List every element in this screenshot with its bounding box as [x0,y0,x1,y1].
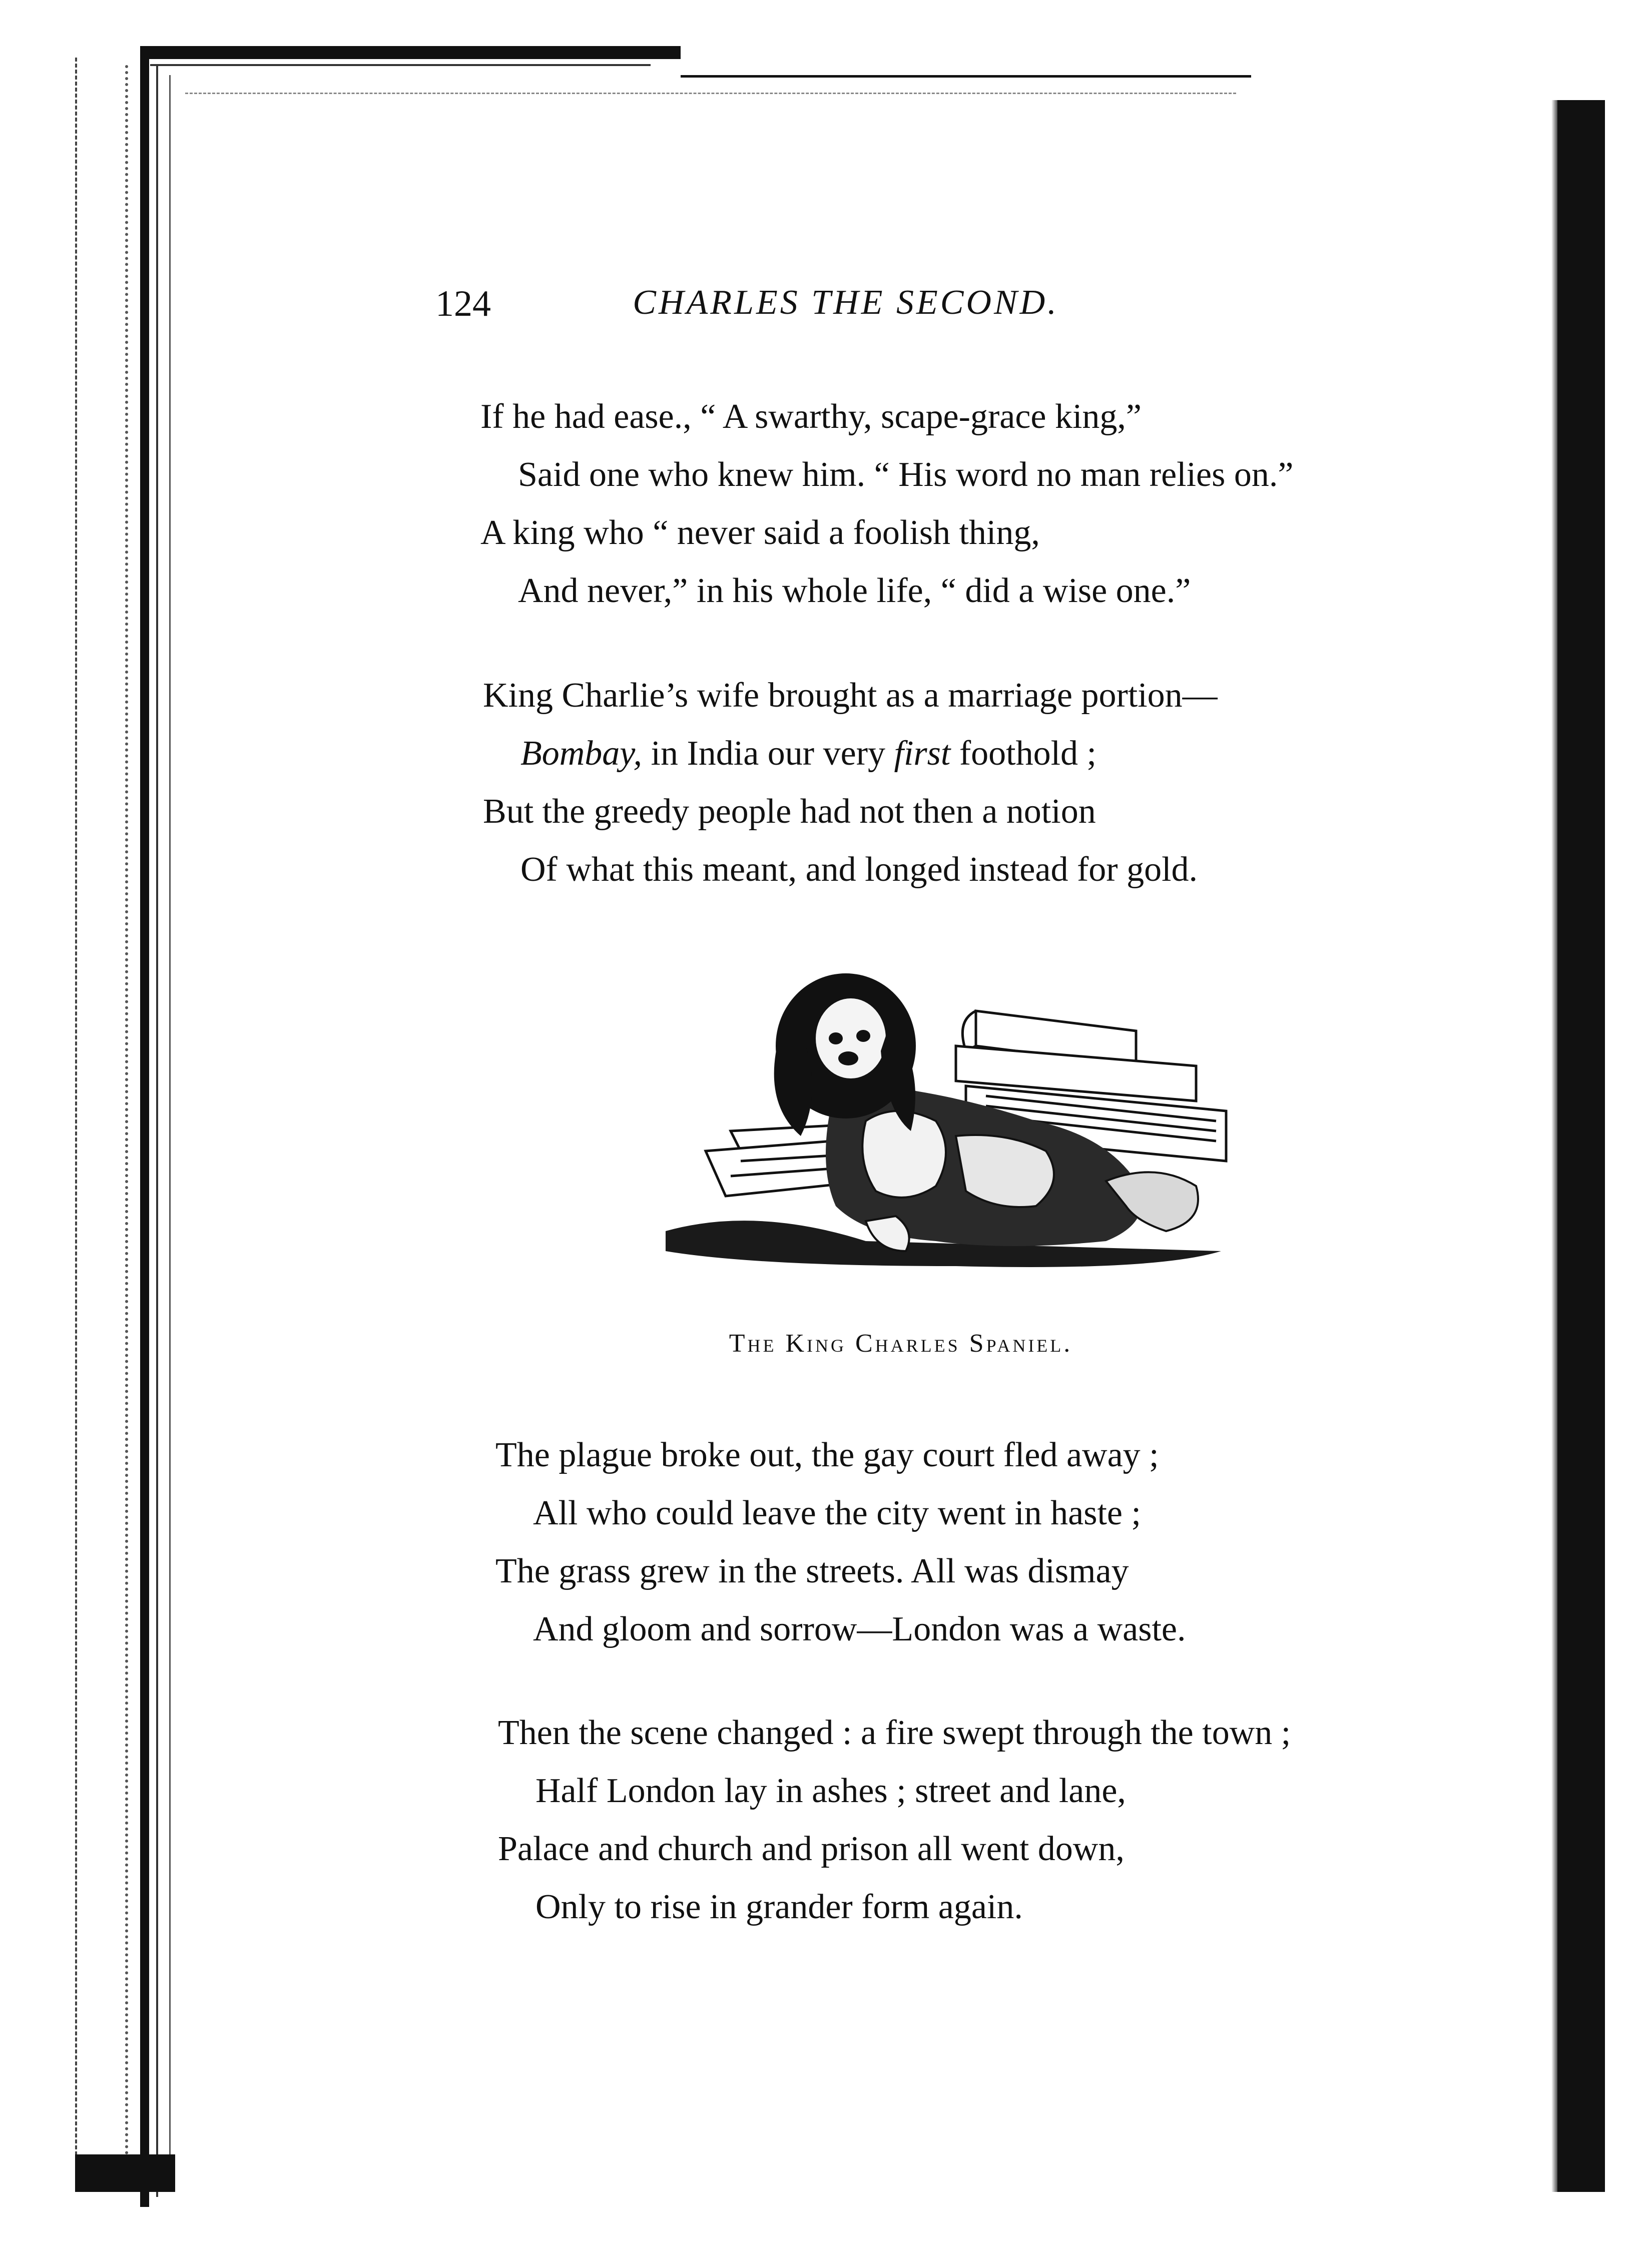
scan-edge-top-binding [140,46,681,59]
verse-line: The grass grew in the streets. All was dismay [495,1552,1129,1590]
verse-line: King Charlie’s wife brought as a marriage portion— [483,676,1218,715]
page-number: 124 [435,283,491,324]
scan-edge-left-line [156,65,158,2197]
scan-edge-left-binding [140,55,149,2207]
verse-line: If he had ease., “ A swarthy, scape-grace king,” [480,397,1142,436]
running-head: CHARLES THE SECOND. [633,283,1059,322]
illustration-caption: The King Charles Spaniel. [729,1329,1073,1358]
verse-line [483,725,1218,783]
scan-edge-top-line [150,64,651,66]
scan-edge-top-rule [681,75,1251,78]
verse-line: A king who “ never said a foolish thing, [480,513,1040,552]
scan-edge-left-dashed [75,58,78,2179]
scan-edge-left-line-2 [169,75,171,2177]
verse-line: Said one who knew him. “ His word no man relies on.” [518,455,1294,494]
verse-line: Then the scene changed : a fire swept through the town ; [498,1714,1291,1752]
verse-text: foothold ; [950,734,1096,773]
verse-line: And never,” in his whole life, “ did a wise one.” [518,572,1191,610]
spaniel-illustration [656,971,1241,1271]
verse-line: But the greedy people had not then a notion [483,792,1096,831]
scan-edge-left-dotted [125,65,129,2192]
scan-edge-top-dashed [185,93,1236,95]
verse-line: And gloom and sorrow—London was a waste. [533,1610,1186,1648]
verse-line: Half London lay in ashes ; street and lane, [535,1772,1126,1810]
verse-line: Palace and church and prison all went down, [498,1830,1125,1868]
verse-line: Of what this meant, and longed instead for gold. [520,850,1198,889]
stanza-1 [480,388,1293,620]
verse-text: in India our very [642,734,894,773]
page-header [435,283,1236,338]
verse-italic-word: first [894,734,951,773]
verse-line: Only to rise in grander form again. [535,1888,1023,1926]
verse-line: All who could leave the city went in haste ; [533,1494,1141,1532]
scan-edge-right-binding [1557,100,1605,2192]
stanza-2 [483,667,1218,899]
verse-italic-word: Bombay, [520,734,643,773]
stanza-4 [498,1704,1291,1936]
scan-edge-bottom-corner [75,2154,175,2192]
stanza-3 [495,1426,1186,1658]
verse-line: The plague broke out, the gay court fled away ; [495,1436,1159,1474]
